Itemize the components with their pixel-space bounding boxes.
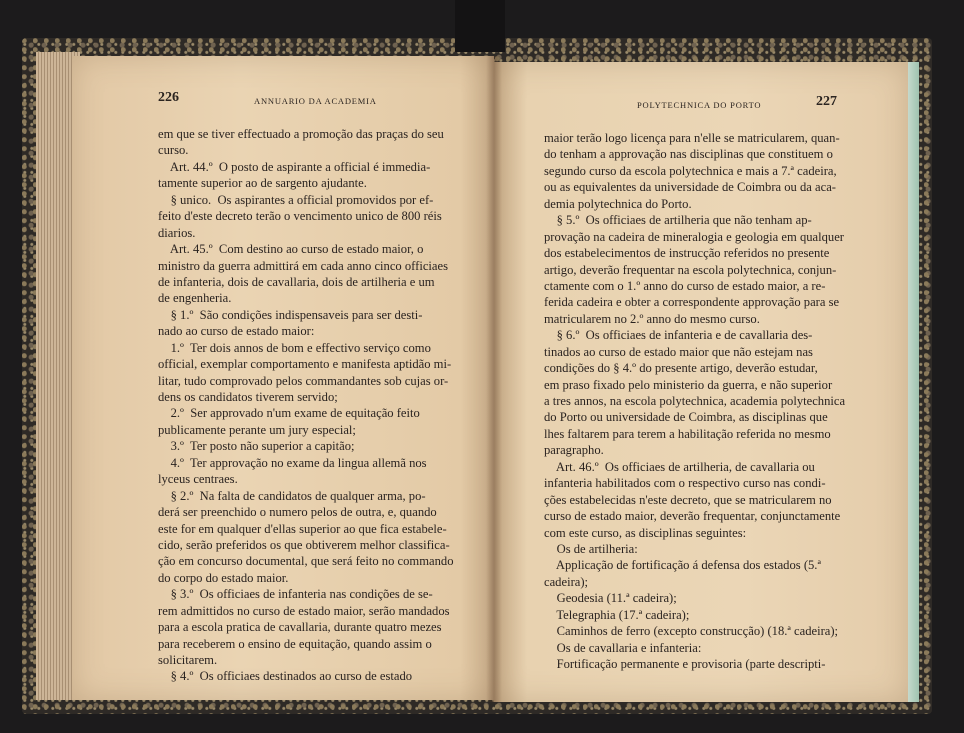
text-line: de infanteria, dois de cavallaria, dois de artilheria e um xyxy=(158,274,435,289)
text-line: Art. 44.º O posto de aspirante a official é immedia- xyxy=(158,159,431,174)
text-line: provação na cadeira de mineralogia e geologia em qualquer xyxy=(544,229,845,244)
left-page xyxy=(72,56,494,700)
text-line: rem admittidos no curso de estado maior, serão mandados xyxy=(158,603,450,618)
right-page xyxy=(494,62,908,702)
text-line: do Porto ou universidade de Coimbra, as disciplinas que xyxy=(544,410,828,425)
text-line: § unico. Os aspirantes a official promovidos por ef- xyxy=(158,192,434,207)
text-line: este for em qualquer d'ellas superior ao que fica estabele- xyxy=(158,521,447,536)
text-line: para receberem o ensino de equitação, quando assim o xyxy=(158,636,432,651)
text-line: para a escola pratica de cavallaria, durante quatro mezes xyxy=(158,620,442,635)
text-line: ções estabelecidas n'este decreto, que se matricularem no xyxy=(544,492,832,507)
text-line: § 4.º Os officiaes destinados ao curso de estado xyxy=(158,669,413,684)
text-line: matricularem no 2.º anno do mesmo curso. xyxy=(544,311,760,326)
text-line: 1.º Ter dois annos de bom e effectivo serviço como xyxy=(158,340,431,355)
book-gutter xyxy=(486,56,502,702)
text-line: Os de artilheria: xyxy=(544,541,638,556)
text-line: Fortificação permanente e provisoria (parte descripti- xyxy=(544,657,826,671)
text-line: ou as equivalentes da universidade de Coimbra ou da aca- xyxy=(544,180,836,195)
book-spine xyxy=(455,0,505,52)
text-line: em que se tiver effectuado a promoção das praças do seu xyxy=(158,127,444,141)
text-line: solicitarem. xyxy=(158,653,218,667)
text-line: official, exemplar comportamento e manifesta aptidão mi- xyxy=(158,357,452,372)
text-line: lyceus centraes. xyxy=(158,472,238,487)
text-line: a tres annos, na escola polytechnica, academia polytechnica xyxy=(544,394,846,408)
text-line: cido, serão preferidos os que obtiverem melhor classifica- xyxy=(158,537,450,552)
text-line: Os de cavallaria e infanteria: xyxy=(544,640,702,655)
text-line: paragrapho. xyxy=(544,443,604,458)
text-line: § 5.º Os officiaes de artilheria que não tenham ap- xyxy=(544,213,812,228)
text-line: artigo, deverão frequentar na escola polytechnica, conjun- xyxy=(544,262,837,277)
text-line: cadeira); xyxy=(544,574,589,589)
text-line: em praso fixado pelo ministerio da guerra, e não superior xyxy=(544,377,833,392)
text-line: § 6.º Os officiaes de infanteria e de cavallaria des- xyxy=(544,328,813,343)
text-line: dos estabelecimentos de instrucção referidos no presente xyxy=(544,246,830,261)
text-line: 3.º Ter posto não superior a capitão; xyxy=(158,439,355,454)
text-line: feito d'este decreto terão o vencimento unico de 800 réis xyxy=(158,209,442,224)
text-line: Art. 46.º Os officiaes de artilheria, de cavallaria ou xyxy=(544,459,815,474)
text-line: ção em concurso documental, que será feito no commando xyxy=(158,554,454,569)
text-line: § 3.º Os officiaes de infanteria nas condições de se- xyxy=(158,587,433,602)
text-line: Art. 45.º Com destino ao curso de estado maior, o xyxy=(158,242,424,257)
text-line: infanteria habilitados com o respectivo curso nas condi- xyxy=(544,476,826,491)
text-line: 4.º Ter approvação no exame da lingua allemã nos xyxy=(158,455,427,470)
text-line: tinados ao curso de estado maior que não estejam nas xyxy=(544,344,813,359)
right-running-head: POLYTECHNICA DO PORTO xyxy=(637,100,762,110)
text-line: § 2.º Na falta de candidatos de qualquer arma, po- xyxy=(158,488,426,503)
text-line: publicamente perante um jury especial; xyxy=(158,422,356,437)
text-line: derá ser preenchido o numero pelos de outra, e, quando xyxy=(158,505,437,520)
right-page-number: 227 xyxy=(816,94,837,109)
text-line: ctamente com o 1.º anno do curso de estado maior, a re- xyxy=(544,278,826,293)
text-line: Applicação de fortificação á defensa dos estados (5.ª xyxy=(544,558,821,573)
text-line: lhes faltarem para terem a habilitação referida no mesmo xyxy=(544,426,831,441)
left-running-head: ANNUARIO DA ACADEMIA xyxy=(254,96,377,106)
text-line: Geodesia (11.ª cadeira); xyxy=(544,591,677,606)
text-line: dens os candidatos tiverem servido; xyxy=(158,390,338,404)
text-line: do tenham a approvação nas disciplinas que constituem o xyxy=(544,147,833,162)
text-line: Telegraphia (17.ª cadeira); xyxy=(544,607,690,622)
text-line: curso. xyxy=(158,143,189,158)
text-line: 2.º Ser approvado n'um exame de equitação feito xyxy=(158,406,420,421)
text-line: demia polytechnica do Porto. xyxy=(544,196,692,211)
text-line: do corpo do estado maior. xyxy=(158,570,289,585)
text-line: de engenheria. xyxy=(158,291,232,306)
left-page-body xyxy=(158,126,454,685)
text-line: maior terão logo licença para n'elle se matricularem, quan- xyxy=(544,131,840,145)
text-line: § 1.º São condições indispensaveis para ser desti- xyxy=(158,307,423,322)
text-line: nado ao curso de estado maior: xyxy=(158,324,315,339)
text-line: Caminhos de ferro (excepto construcção) (18.ª cadeira); xyxy=(544,624,839,639)
text-line: ministro da guerra admittirá em cada anno cinco officiaes xyxy=(158,258,449,273)
text-line: segundo curso da escola polytechnica e mais a 7.ª cadeira, xyxy=(544,163,837,178)
left-page-number: 226 xyxy=(158,90,179,105)
text-line: tamente superior ao de sargento ajudante. xyxy=(158,176,367,191)
text-line: litar, tudo comprovado pelos commandantes sob cujas or- xyxy=(158,373,449,388)
text-line: diarios. xyxy=(158,225,196,240)
text-line: condições do § 4.º do presente artigo, deverão estudar, xyxy=(544,361,818,376)
text-line: com este curso, as disciplinas seguintes: xyxy=(544,525,747,540)
text-line: curso de estado maior, deverão frequentar, conjunctamente xyxy=(544,509,841,524)
right-page-body xyxy=(544,130,845,672)
text-line: ferida cadeira e obter a correspondente approvação para se xyxy=(544,295,840,310)
